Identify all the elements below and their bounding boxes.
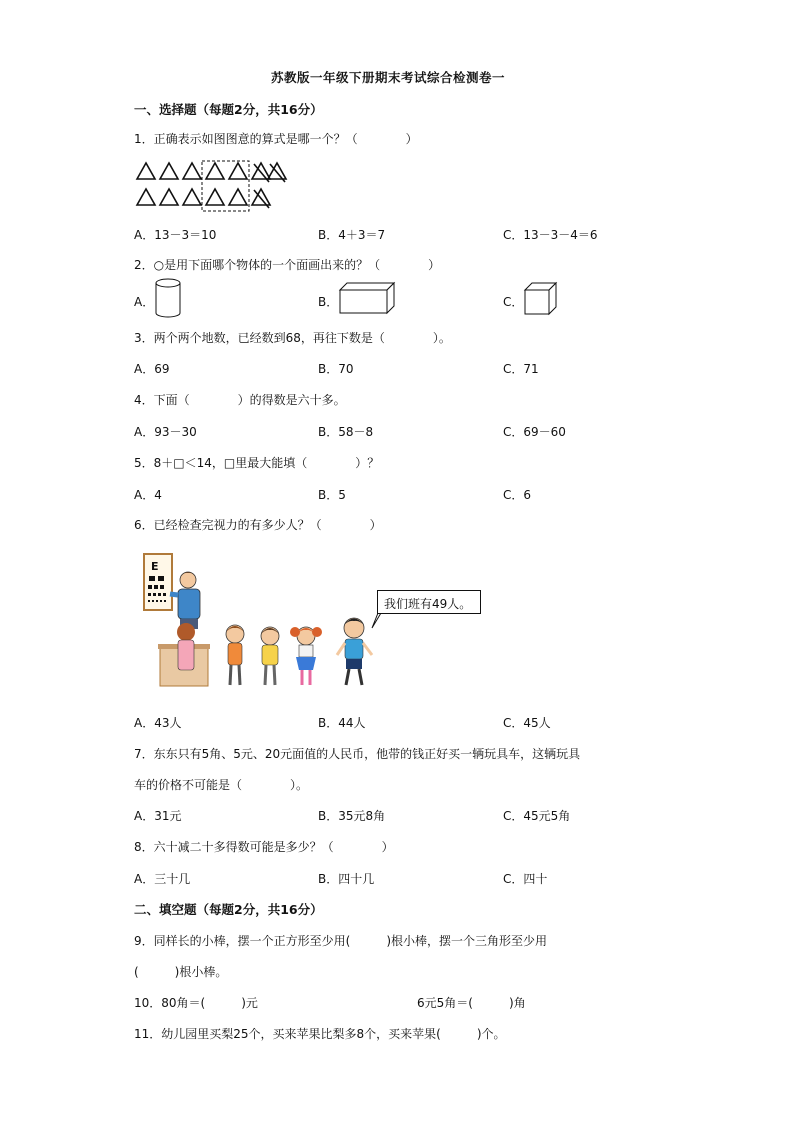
question-5-option-a[interactable]: A．4 — [134, 488, 162, 502]
question-9-stem-line1: 9．同样长的小棒，摆一个正方形至少用( )根小棒，摆一个三角形至少用 — [134, 934, 548, 948]
speech-bubble — [377, 590, 481, 614]
question-4-option-a[interactable]: A．93－30 — [134, 425, 197, 439]
question-9-stem-line2: ( )根小棒。 — [134, 965, 228, 979]
question-5-option-c[interactable]: C．6 — [503, 488, 532, 502]
cylinder-icon — [155, 278, 181, 318]
question-4-option-c[interactable]: C．69－60 — [503, 425, 566, 439]
question-8-option-a[interactable]: A．三十几 — [134, 872, 191, 886]
question-6-stem: 6．已经检查完视力的有多少人？（ ） — [134, 518, 382, 532]
question-3-option-a[interactable]: A．69 — [134, 362, 170, 376]
question-8-stem: 8．六十减二十多得数可能是多少？（ ） — [134, 840, 394, 854]
section-heading-choice: 一、选择题（每题2分，共16分） — [134, 102, 323, 117]
question-1-option-c[interactable]: C．13－3－4＝6 — [503, 228, 598, 242]
speech-bubble-text: 我们班有49人。 — [384, 597, 472, 611]
question-8-option-c[interactable]: C．四十 — [503, 872, 548, 886]
question-1-option-b[interactable]: B．4＋3＝7 — [318, 228, 386, 242]
question-4-stem: 4．下面（ ）的得数是六十多。 — [134, 393, 346, 407]
question-7-option-c[interactable]: C．45元5角 — [503, 809, 571, 823]
triangle-figure — [134, 160, 304, 214]
question-3-option-c[interactable]: C．71 — [503, 362, 539, 376]
cube-icon — [524, 282, 558, 316]
question-7-option-a[interactable]: A．31元 — [134, 809, 182, 823]
page-title: 苏教版一年级下册期末考试综合检测卷一 — [271, 70, 506, 85]
question-2-option-a[interactable]: A． — [134, 295, 155, 309]
question-5-stem: 5．8＋□＜14，□里最大能填（ ）？ — [134, 456, 380, 470]
question-6-option-c[interactable]: C．45人 — [503, 716, 551, 730]
question-1-stem: 1．正确表示如图图意的算式是哪一个？（ ） — [134, 132, 418, 146]
question-5-option-b[interactable]: B．5 — [318, 488, 346, 502]
question-1-option-a[interactable]: A．13－3＝10 — [134, 228, 217, 242]
question-11-stem: 11．幼儿园里买梨25个，买来苹果比梨多8个，买来苹果( )个。 — [134, 1027, 506, 1041]
cuboid-icon — [339, 282, 395, 314]
question-3-option-b[interactable]: B．70 — [318, 362, 354, 376]
question-3-stem: 3．两个两个地数，已经数到68，再往下数是（ ）。 — [134, 331, 451, 345]
question-6-option-a[interactable]: A．43人 — [134, 716, 182, 730]
question-2-stem: 2．○是用下面哪个物体的一个面画出来的？（ ） — [134, 258, 441, 272]
question-8-option-b[interactable]: B．四十几 — [318, 872, 375, 886]
question-7-stem-line2: 车的价格不可能是（ ）。 — [134, 778, 309, 792]
eye-chart-letter: E — [151, 560, 159, 573]
question-10-right: 6元5角＝( )角 — [417, 996, 526, 1010]
question-4-option-b[interactable]: B．58－8 — [318, 425, 374, 439]
eye-test-illustration — [140, 550, 400, 690]
question-7-option-b[interactable]: B．35元8角 — [318, 809, 386, 823]
question-10-left: 10．80角＝( )元 — [134, 996, 258, 1010]
section-heading-fill: 二、填空题（每题2分，共16分） — [134, 902, 323, 917]
question-2-option-b[interactable]: B． — [318, 295, 339, 309]
question-7-stem-line1: 7．东东只有5角、5元、20元面值的人民币，他带的钱正好买一辆玩具车，这辆玩具 — [134, 747, 581, 761]
question-6-option-b[interactable]: B．44人 — [318, 716, 366, 730]
question-2-option-c[interactable]: C． — [503, 295, 524, 309]
